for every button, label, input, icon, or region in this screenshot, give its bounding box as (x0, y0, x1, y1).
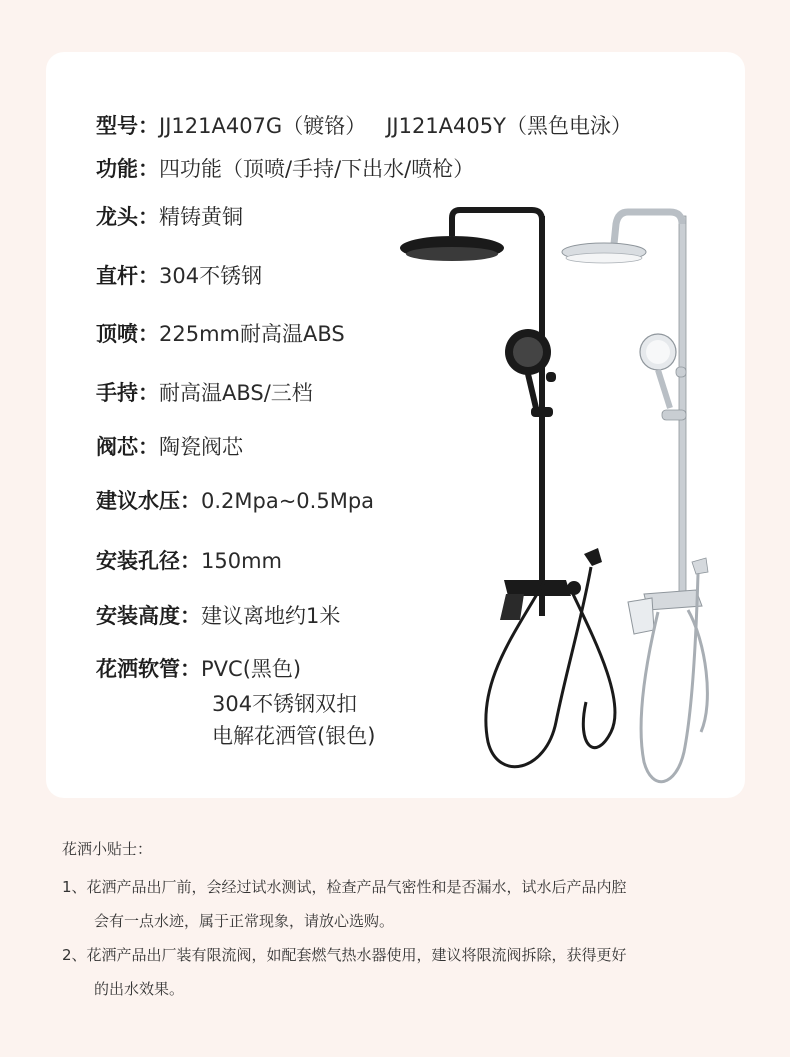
tip-item-2-line1: 2、花洒产品出厂装有限流阀，如配套燃气热水器使用，建议将限流阀拆除，获得更好 (62, 946, 627, 964)
spec-value: 225mm耐高温ABS (159, 322, 345, 346)
tip-item-1-line1: 1、花洒产品出厂前，会经过试水测试，检查产品气密性和是否漏水，试水后产品内腔 (62, 878, 627, 896)
tips-title: 花洒小贴士： (62, 840, 153, 858)
spec-height (96, 602, 340, 630)
spec-faucet (96, 203, 243, 231)
spec-label: 安装高度： (96, 604, 201, 628)
spec-function (96, 155, 474, 183)
spec-label: 顶喷： (96, 322, 159, 346)
spec-rod (96, 262, 262, 290)
spec-value: 耐高温ABS/三档 (159, 381, 313, 405)
spec-valve (96, 433, 243, 461)
spec-value: 304不锈钢 (159, 264, 263, 288)
spec-top-spray (96, 320, 345, 348)
spec-label: 型号： (96, 114, 159, 138)
black-shower-set (400, 210, 615, 767)
spec-model (96, 112, 632, 140)
spec-value: 精铸黄铜 (159, 205, 243, 229)
tip-item-2-line2: 的出水效果。 (94, 980, 185, 998)
tip-item-1-line2: 会有一点水迹，属于正常现象，请放心选购。 (94, 912, 395, 930)
spec-label: 手持： (96, 381, 159, 405)
spec-value: PVC(黑色) (201, 657, 302, 681)
spec-label: 安装孔径： (96, 549, 201, 573)
spec-value: 150mm (201, 549, 282, 573)
spec-handheld (96, 379, 313, 407)
spec-value: 四功能（顶喷/手持/下出水/喷枪） (159, 157, 475, 181)
spec-label: 功能： (96, 157, 159, 181)
spec-label: 阀芯： (96, 435, 159, 459)
spec-hose (96, 655, 301, 683)
spec-value: 0.2Mpa~0.5Mpa (201, 489, 375, 513)
spec-pressure (96, 487, 374, 515)
spec-label: 直杆： (96, 264, 159, 288)
spec-value: 陶瓷阀芯 (159, 435, 243, 459)
spec-value: 建议离地约1米 (201, 604, 341, 628)
spec-label: 建议水压： (96, 489, 201, 513)
spec-value: JJ121A407G（镀铬） JJ121A405Y（黑色电泳） (159, 114, 632, 138)
spec-hose-extra: 电解花洒管(银色) (212, 724, 376, 748)
spec-hose-extra: 304不锈钢双扣 (212, 692, 358, 716)
spec-label: 花洒软管： (96, 657, 201, 681)
spec-hole (96, 547, 282, 575)
shower-sets-illustration (396, 202, 726, 792)
spec-card (46, 52, 745, 798)
chrome-shower-set (562, 212, 708, 782)
spec-label: 龙头： (96, 205, 159, 229)
